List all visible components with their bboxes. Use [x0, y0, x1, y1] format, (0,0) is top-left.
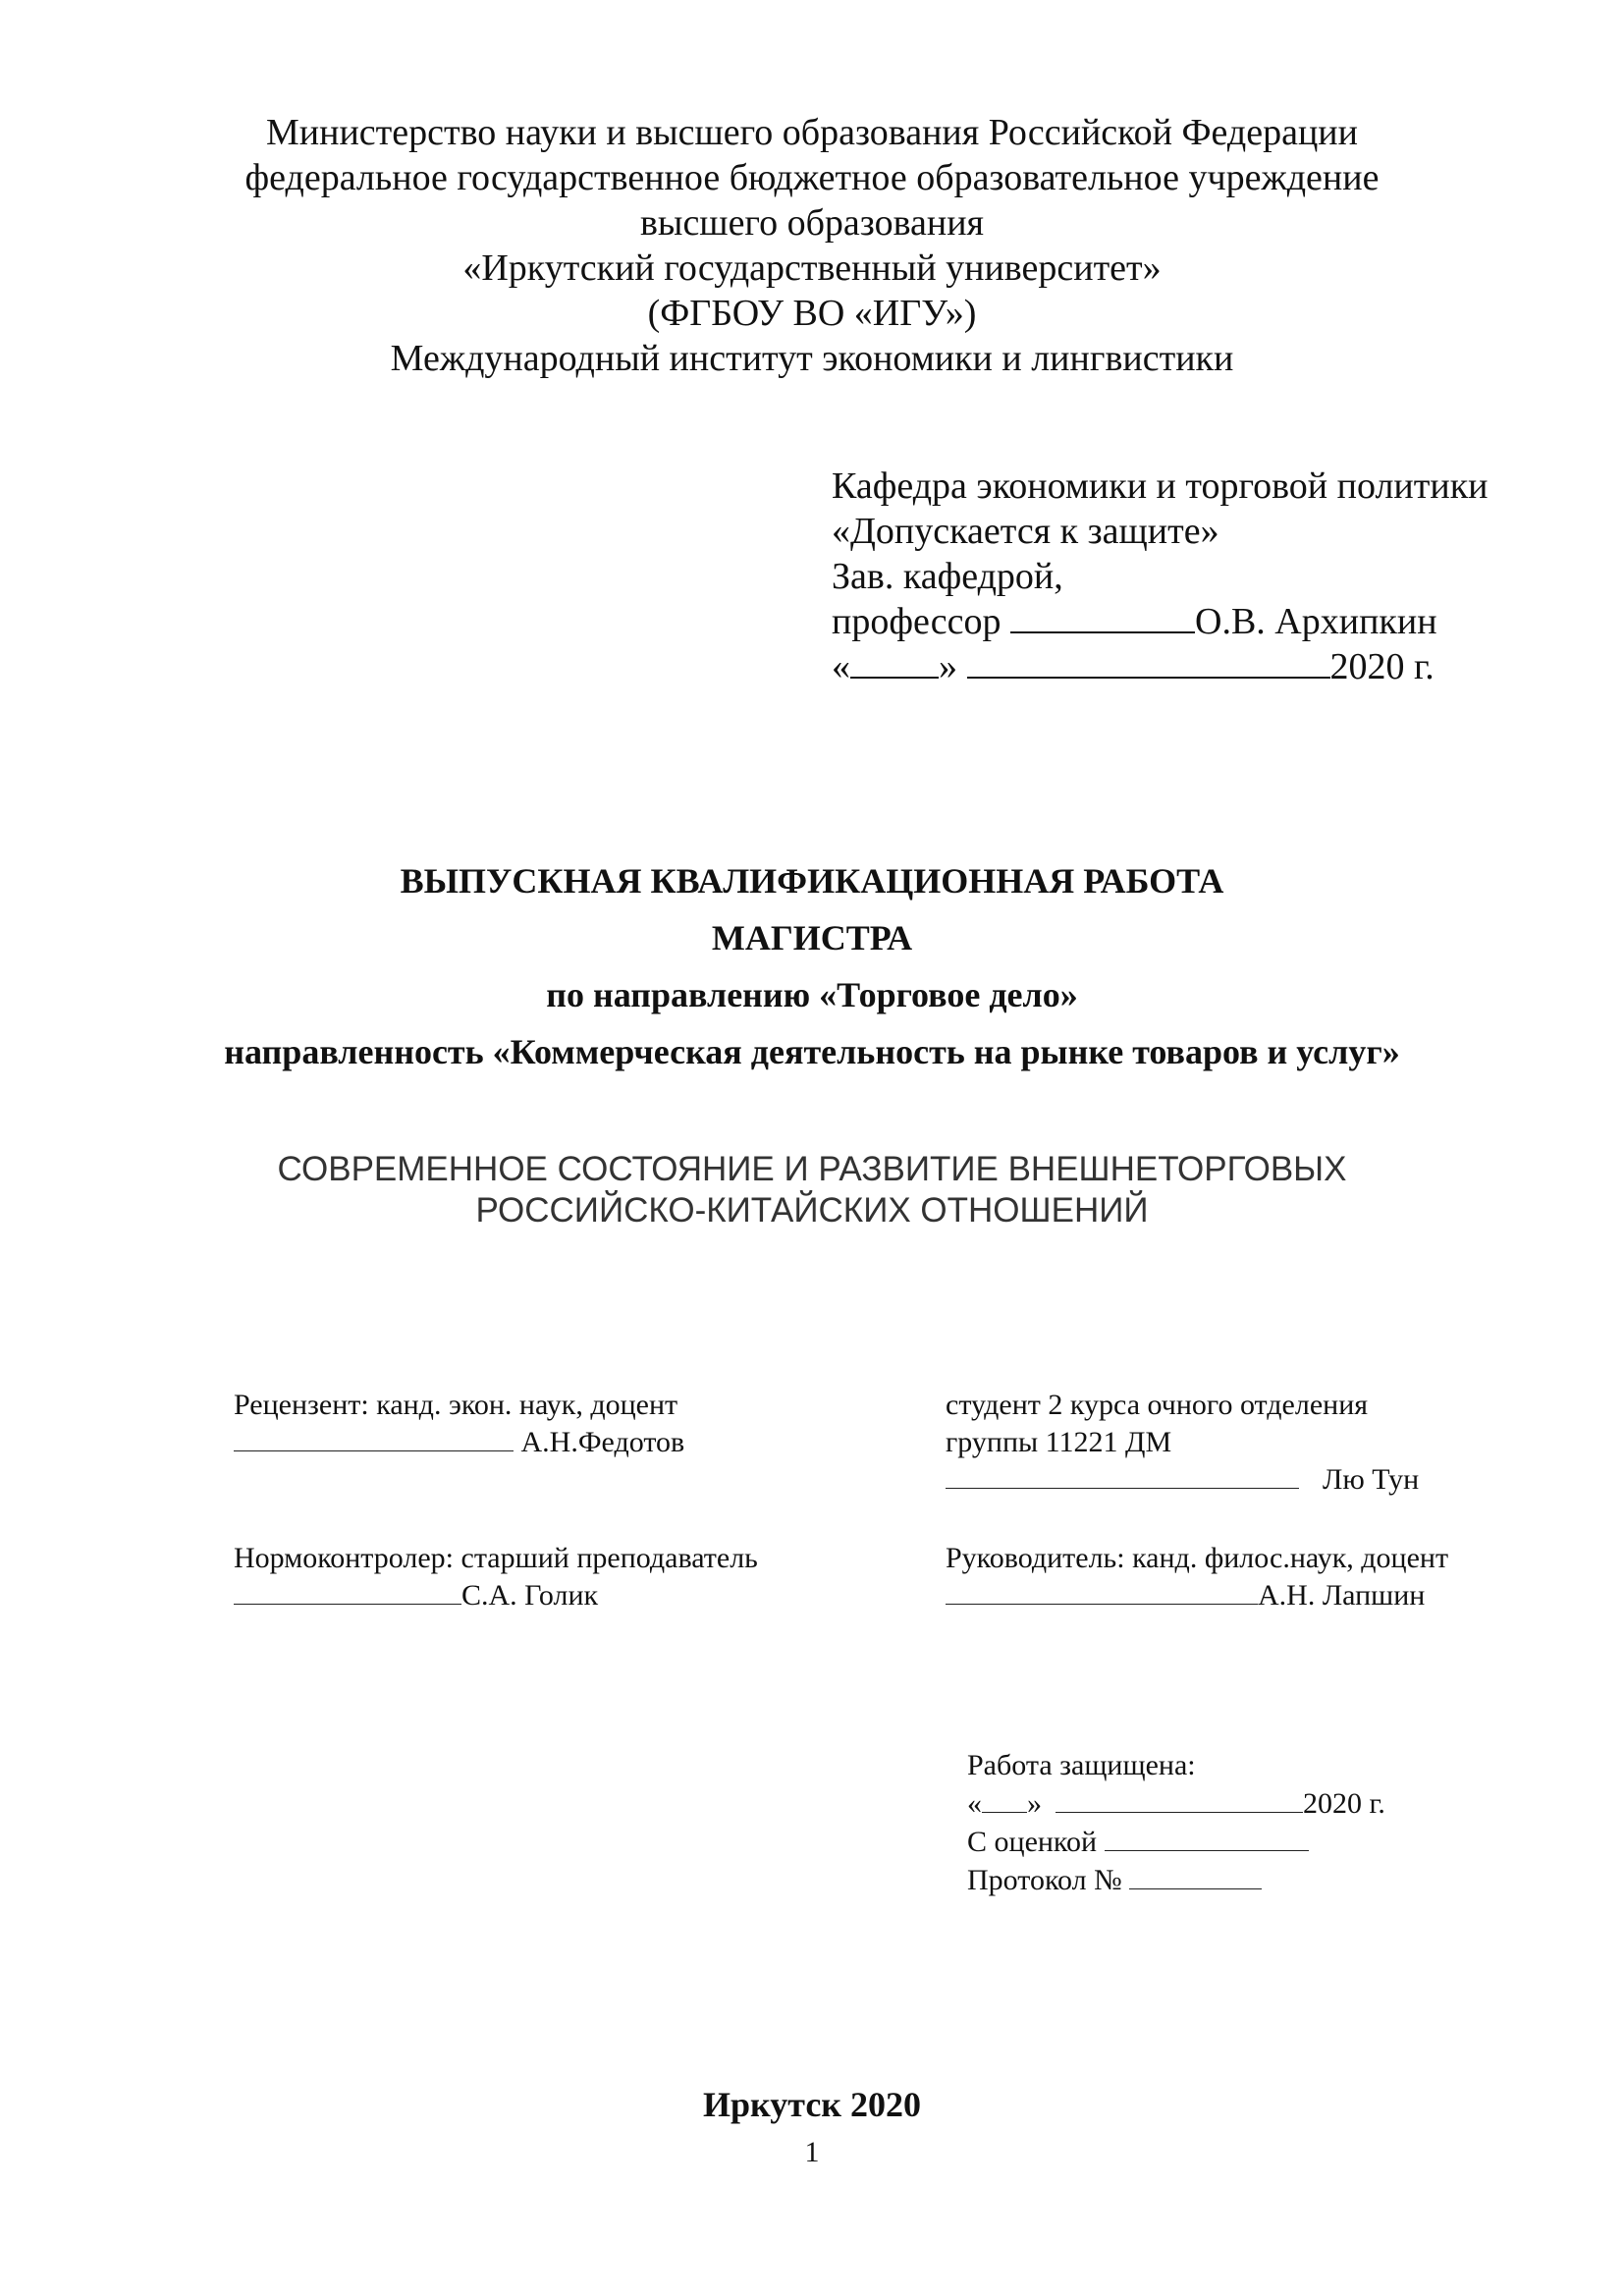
professor-line [832, 599, 1489, 644]
normcontroller-block [234, 1540, 758, 1614]
month-blank [1056, 1786, 1303, 1813]
approval-date-line [832, 644, 1489, 689]
university-name-line: «Иркутский государственный университет» [462, 247, 1162, 289]
defense-block [967, 1746, 1385, 1899]
protocol-blank [1129, 1863, 1262, 1889]
department-line: Кафедра экономики и торговой политики [832, 465, 1489, 507]
student-group: группы 11221 ДМ [946, 1426, 1172, 1458]
signature-blank [1010, 600, 1195, 633]
student-name: Лю Тун [1323, 1463, 1420, 1496]
normcontroller-name: С.А. Голик [461, 1579, 599, 1612]
quote-close: » [939, 646, 967, 687]
page-number: 1 [804, 2136, 820, 2168]
signature-blank [234, 1578, 461, 1605]
student-title: студент 2 курса очного отделения [946, 1389, 1369, 1421]
supervisor-title: Руководитель: канд. филос.наук, доцент [946, 1542, 1449, 1574]
reviewer-title: Рецензент: канд. экон. наук, доцент [234, 1389, 678, 1421]
student-block [946, 1387, 1419, 1499]
protocol-label: Протокол № [967, 1864, 1122, 1896]
professor-name: О.В. Архипкин [1195, 601, 1437, 642]
university-abbr-line: (ФГБОУ ВО «ИГУ») [647, 293, 977, 334]
signature-blank [946, 1578, 1258, 1605]
topic-line-1: СОВРЕМЕННОЕ СОСТОЯНИЕ И РАЗВИТИЕ ВНЕШНЕТОРГОВЫХ [277, 1150, 1347, 1188]
signature-blank [234, 1425, 514, 1451]
quote-close: » [1027, 1787, 1042, 1820]
education-level-line: высшего образования [639, 202, 985, 244]
defense-label: Работа защищена: [967, 1749, 1196, 1781]
signature-blank [946, 1462, 1299, 1489]
institute-line: Международный институт экономики и лингвистики [390, 338, 1234, 379]
supervisor-signature-line [946, 1577, 1448, 1614]
reviewer-signature-line [234, 1424, 684, 1461]
approval-year: 2020 г. [1329, 646, 1435, 687]
city-year: Иркутск 2020 [702, 2085, 922, 2124]
ministry-line: Министерство науки и высшего образования Российской Федерации [266, 112, 1358, 153]
day-blank [850, 645, 939, 679]
head-of-department-line: Зав. кафедрой, [832, 556, 1063, 597]
grade-label: С оценкой [967, 1826, 1098, 1858]
degree-line: МАГИСТРА [711, 918, 913, 957]
thesis-title-block [0, 852, 1624, 1080]
supervisor-block [946, 1540, 1448, 1614]
specialization-line: направленность «Коммерческая деятельность на рынке товаров и услуг» [224, 1032, 1400, 1071]
defense-year: 2020 г. [1303, 1787, 1385, 1820]
student-signature-line [946, 1461, 1419, 1499]
institution-header [0, 110, 1624, 381]
reviewer-name: А.Н.Федотов [520, 1426, 685, 1458]
normcontroller-signature-line [234, 1577, 758, 1614]
institution-type-line: федеральное государственное бюджетное образовательное учреждение [244, 157, 1380, 198]
quote-open: « [832, 646, 850, 687]
defense-date-line [967, 1784, 1385, 1823]
quote-open: « [967, 1787, 982, 1820]
month-blank [967, 645, 1330, 679]
reviewer-block [234, 1387, 684, 1461]
thesis-topic [0, 1149, 1624, 1231]
professor-label: профессор [832, 601, 1011, 642]
protocol-line [967, 1861, 1385, 1899]
approval-block [832, 464, 1489, 689]
grade-blank [1105, 1825, 1309, 1851]
day-blank [982, 1786, 1027, 1813]
admitted-line: «Допускается к защите» [832, 511, 1219, 552]
direction-line: по направлению «Торговое дело» [546, 975, 1078, 1014]
topic-line-2: РОССИЙСКО-КИТАЙСКИХ ОТНОШЕНИЙ [475, 1191, 1149, 1230]
thesis-type-line: ВЫПУСКНАЯ КВАЛИФИКАЦИОННАЯ РАБОТА [400, 861, 1224, 901]
normcontroller-title: Нормоконтролер: старший преподаватель [234, 1542, 758, 1574]
supervisor-name: А.Н. Лапшин [1258, 1579, 1426, 1612]
grade-line [967, 1823, 1385, 1861]
